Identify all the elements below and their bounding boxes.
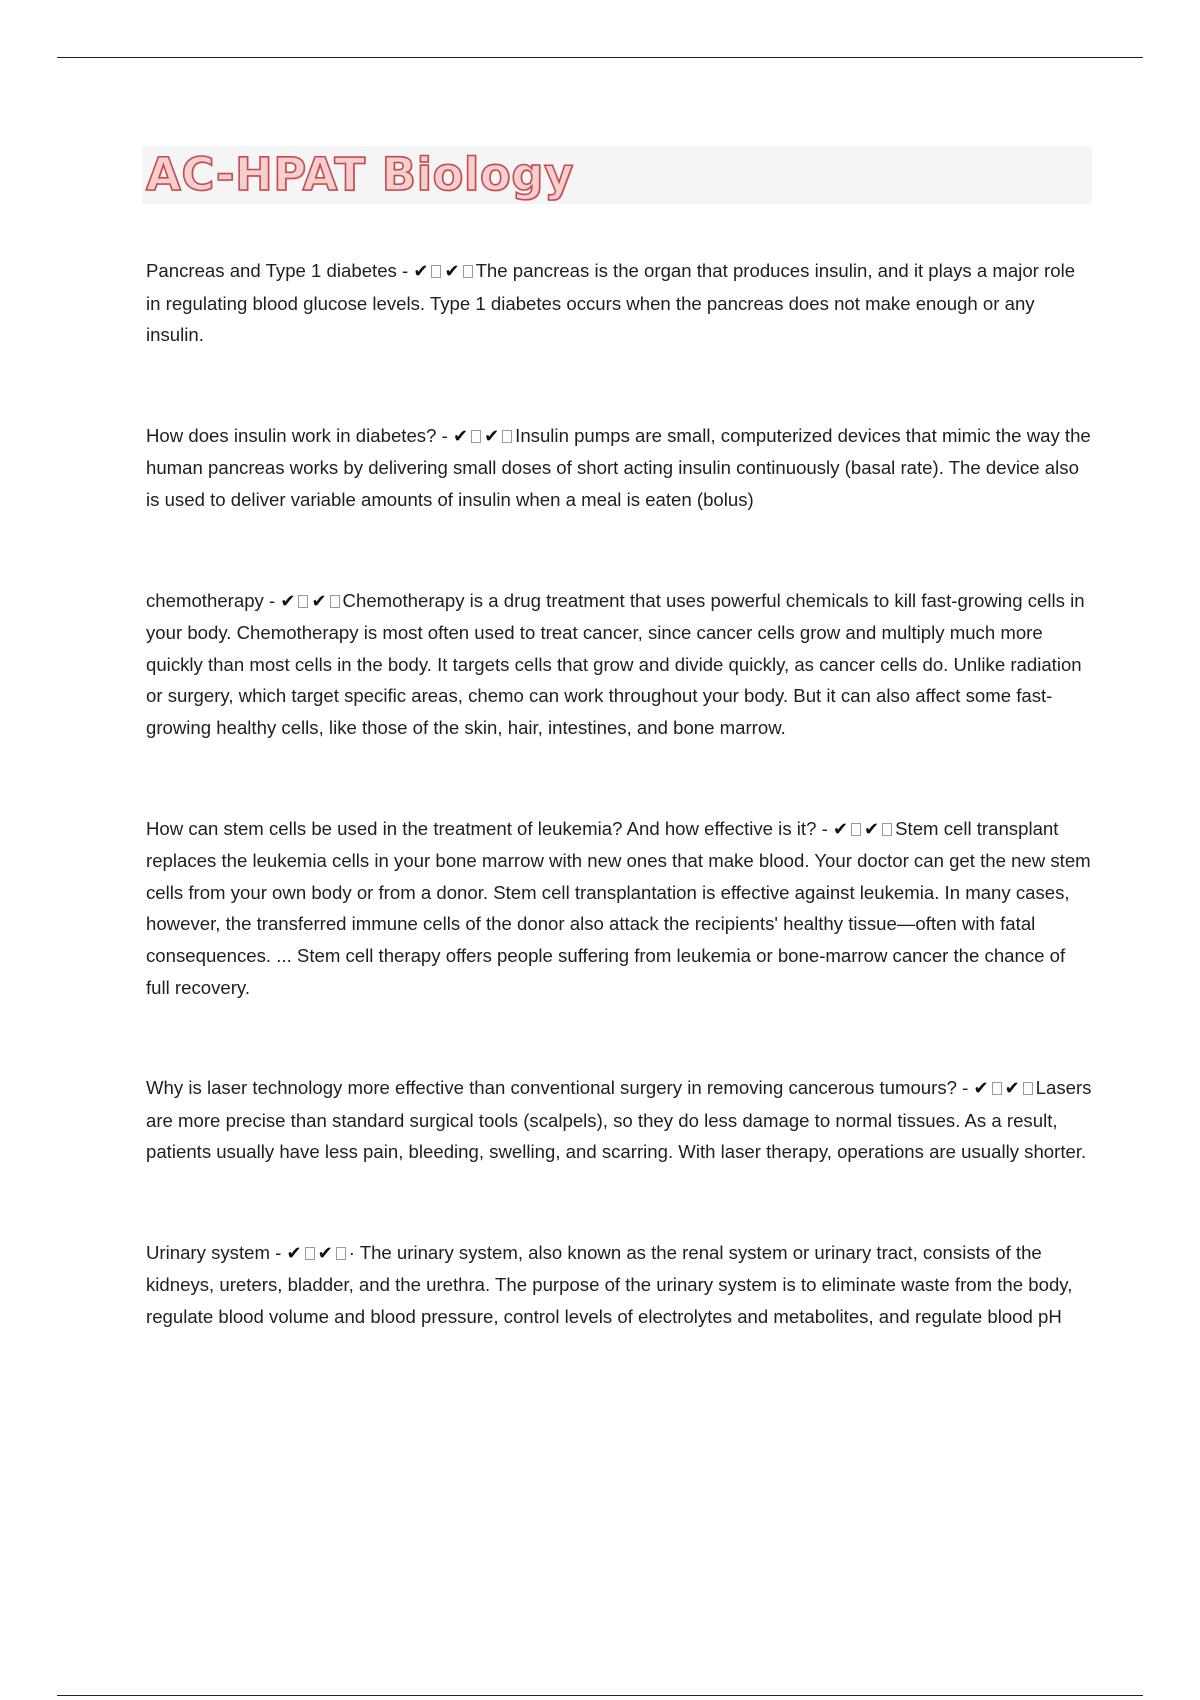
- entry-definition: Stem cell transplant replaces the leukemia cells in your bone marrow with new ones that make blood. Your doctor can get the new stem cells from your own body or from a donor. Stem cell transplantation is effective against leukemia. In many cases, however, the transferred immune cells of the donor also attack the recipients' healthy tissue—often with fatal consequences. ... Stem cell therapy offers people suffering from leukemia or bone-marrow cancer the chance of full recovery.: [146, 817, 1091, 998]
- checkmark-icon: ✔: [832, 818, 849, 840]
- entry-definition: Lasers are more precise than standard surgical tools (scalpels), so they do less damage to normal tissues. As a result, patients usually have less pain, bleeding, swelling, and scarring. With laser therapy, operations are usually shorter.: [146, 1077, 1092, 1163]
- flashcard-entry: [146, 255, 1092, 351]
- term-separator: -: [263, 589, 281, 611]
- checkmark-icon: ✔: [973, 1078, 989, 1100]
- checkmark-icon: ✔: [452, 425, 469, 447]
- entry-definition: Chemotherapy is a drug treatment that uses powerful chemicals to kill fast-growing cells in your body. Chemotherapy is most often used to treat cancer, since cancer cells grow and multiply much more quickly than most cells in the body. It targets cells that grow and divide quickly, as cancer cells do. Unlike radiation or surgery, which target specific areas, chemo can work throughout your body. But it can also affect some fast-growing healthy cells, like those of the skin, hair, intestines, and bone marrow.: [146, 589, 1085, 738]
- term-separator: -: [956, 1077, 974, 1099]
- missing-glyph-box-icon: [1023, 1082, 1033, 1095]
- bottom-page-rule: [57, 1695, 1143, 1696]
- missing-glyph-box-icon: [431, 265, 441, 278]
- entry-definition: Insulin pumps are small, computerized devices that mimic the way the human pancreas works by delivering small doses of short acting insulin continuously (basal rate). The device also is used to deliver variable amounts of insulin when a meal is eaten (bolus): [146, 424, 1091, 510]
- flashcard-entry: [146, 420, 1092, 516]
- term-separator: -: [396, 260, 414, 281]
- checkmark-icon: ✔: [311, 590, 327, 612]
- missing-glyph-box-icon: [336, 1247, 346, 1260]
- missing-glyph-box-icon: [463, 265, 473, 278]
- checkmark-icon: ✔: [280, 590, 296, 612]
- checkmark-icon: ✔: [444, 261, 460, 282]
- flashcard-entry: [146, 1237, 1092, 1333]
- entry-term: How can stem cells be used in the treatment of leukemia? And how effective is it?: [146, 817, 817, 839]
- missing-glyph-box-icon: [471, 430, 481, 443]
- flashcard-entry: [146, 813, 1092, 1004]
- missing-glyph-box-icon: [305, 1247, 315, 1260]
- entry-definition: · The urinary system, also known as the renal system or urinary tract, consists of the kidneys, ureters, bladder, and the urethra. The purpose of the urinary system is to eliminate waste from the body, regulate blood volume and blood pressure, control levels of electrolytes and metabolites, and regulate blood pH: [146, 1241, 1073, 1328]
- entry-term: Why is laser technology more effective than conventional surgery in removing cancerous tumours?: [146, 1077, 957, 1099]
- checkmark-icon: ✔: [484, 425, 500, 447]
- entry-term: How does insulin work in diabetes?: [146, 424, 437, 446]
- checkmark-icon: ✔: [413, 261, 429, 282]
- checkmark-icon: ✔: [1004, 1078, 1020, 1100]
- term-separator: -: [269, 1241, 287, 1263]
- missing-glyph-box-icon: [298, 595, 308, 608]
- checkmark-icon: ✔: [286, 1242, 302, 1264]
- missing-glyph-box-icon: [851, 823, 861, 836]
- missing-glyph-box-icon: [882, 823, 892, 836]
- flashcard-entry: [146, 1072, 1092, 1168]
- entry-term: chemotherapy: [146, 589, 264, 611]
- entry-term: Pancreas and Type 1 diabetes: [146, 260, 397, 281]
- entry-definition: The pancreas is the organ that produces insulin, and it plays a major role in regulating blood glucose levels. Type 1 diabetes occurs when the pancreas does not make enough or any insulin.: [146, 260, 1076, 346]
- flashcard-list: [146, 255, 1092, 1333]
- checkmark-icon: ✔: [864, 818, 880, 840]
- term-separator: -: [436, 424, 453, 446]
- missing-glyph-box-icon: [330, 595, 340, 608]
- missing-glyph-box-icon: [502, 430, 512, 443]
- checkmark-icon: ✔: [317, 1242, 333, 1264]
- document-title: AC-HPAT Biology: [146, 148, 574, 201]
- top-page-rule: [57, 57, 1143, 58]
- entry-term: Urinary system: [146, 1241, 270, 1263]
- term-separator: -: [816, 817, 833, 839]
- missing-glyph-box-icon: [992, 1082, 1002, 1095]
- flashcard-entry: [146, 585, 1092, 744]
